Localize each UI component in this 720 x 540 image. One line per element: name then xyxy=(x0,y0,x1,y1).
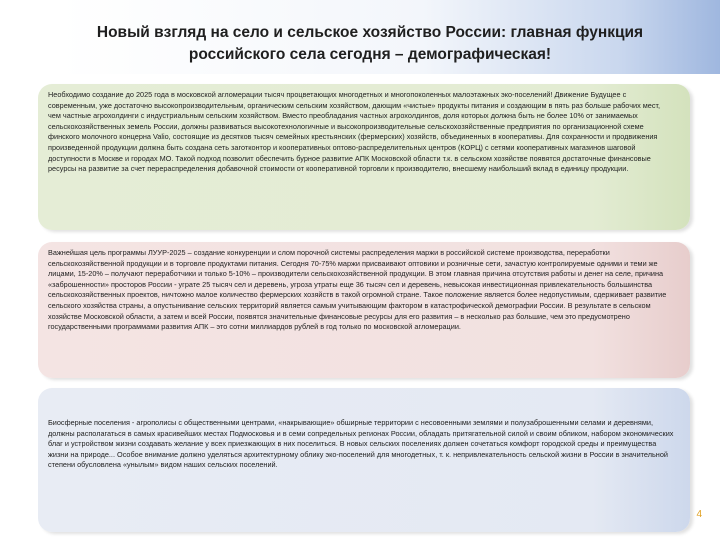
panel-text: Необходимо создание до 2025 года в московской агломерации тысяч процветающих многодетных и многопоколенных малоэтажных эко-поселений! Движение Будущее с современным, уже достаточно высокопроизводительным, органическим сельским хозяйством, дающим «чистые» продукты питания и создающим в пять раз больше рабочих мест, чем частные агрохолдинги с индустриальным сельским хозяйством. Вместо преобладания частных агрохолдингов, доля которых должна быть не более 10% от занимаемых сельскохозяйственных земель России, должны развиваться высокотехнологичные и высокопроизводительные сельскохозяйственные предприятия по организационной схеме финского молочного концерна Valio, состоящие из десятков тысяч семейных крестьянских (фермерских) хозяйств, объединенных в кооперативы. Для сохранности и продвижения произведенной продукции должна быть создана сеть заготконтор и кооперативных оптово-распределительных центров (КОРЦ) с сетями кооперативных магазинов шаговой доступности в Москве и городах МО. Такой подход позволит обеспечить бурное развитие АПК Московской области т.к. в сельском хозяйстве появятся достаточные финансовые ресурсы на развитие за счет перераспределения добавочной стоимости от кооперативной торговли к производителю, внесшему наибольший вклад в единицу продукции. xyxy=(48,90,661,174)
panel-text: Важнейшая цель программы ЛУУР-2025 – создание конкуренции и слом порочной системы распределения маржи в российской системе производства, переработки сельскохозяйственной продукции и в торговле продуктами питания. Сегодня 70-75% маржи присваивают оптовики и розничные сети, зачастую контролируемые одними и теми же лицами, 15-20% – получают переработчики и только 5-10% – производители сельскохозяйственной продукции. В этом главная причина отсутствия работы и денег на селе, причина «заброшенности» просторов России - уграте 25 тысяч сел и деревень, угроза утраты еще 36 тысяч сел и деревень, невысокая инвестиционная привлекательность большинства сельскохозяйственных проектов, ничтожно малое количество фермерских хозяйств в такой огромной стране. Такое положение является более недопустимым, сдерживает развитие сельского хозяйства страны, а опустынивание сельских территорий является самым учитывающим фактором в катастрофической демографии России. В результате в сельском хозяйстве Московской области, а затем и всей России, появятся значительные финансовые ресурсы для его развития – в несколько раз большие, чем это предусмотрено государственными программами развития АПК – это сотни миллиардов рублей в год только по московской агломерации. xyxy=(48,248,667,332)
panel-eco-settlements xyxy=(38,84,690,230)
page-number: 4 xyxy=(696,509,702,520)
slide-title: Новый взгляд на село и сельское хозяйство России: главная функция российского села сегодня – демографическая! xyxy=(96,24,644,63)
panel-program-goal xyxy=(38,242,690,378)
panel-biosphere-settlements xyxy=(38,388,690,532)
panel-text: Биосферные поселения - агрополисы с общественными центрами, «накрывающие» обширные территории с несовоенными землями и полузаброшенными селами и деревнями, должны располагаться в самых красивейших местах Подмосковья и в семи сопредельных регионах России, обладать притягательной силой и своим обликом, набором экономических благ и устройством жизни создавать желание у всех приезжающих в них поселиться. В новых сельских поселениях должен сочетаться комфорт городской среды и преимущества жизни на природе... Особое внимание должно уделяться архитектурному облику эко-поселений для многодетных, т. к. непривлекательность сельской жизни в России в значительной степени обусловлена «унылым» видом наших сельских поселений. xyxy=(48,418,674,470)
